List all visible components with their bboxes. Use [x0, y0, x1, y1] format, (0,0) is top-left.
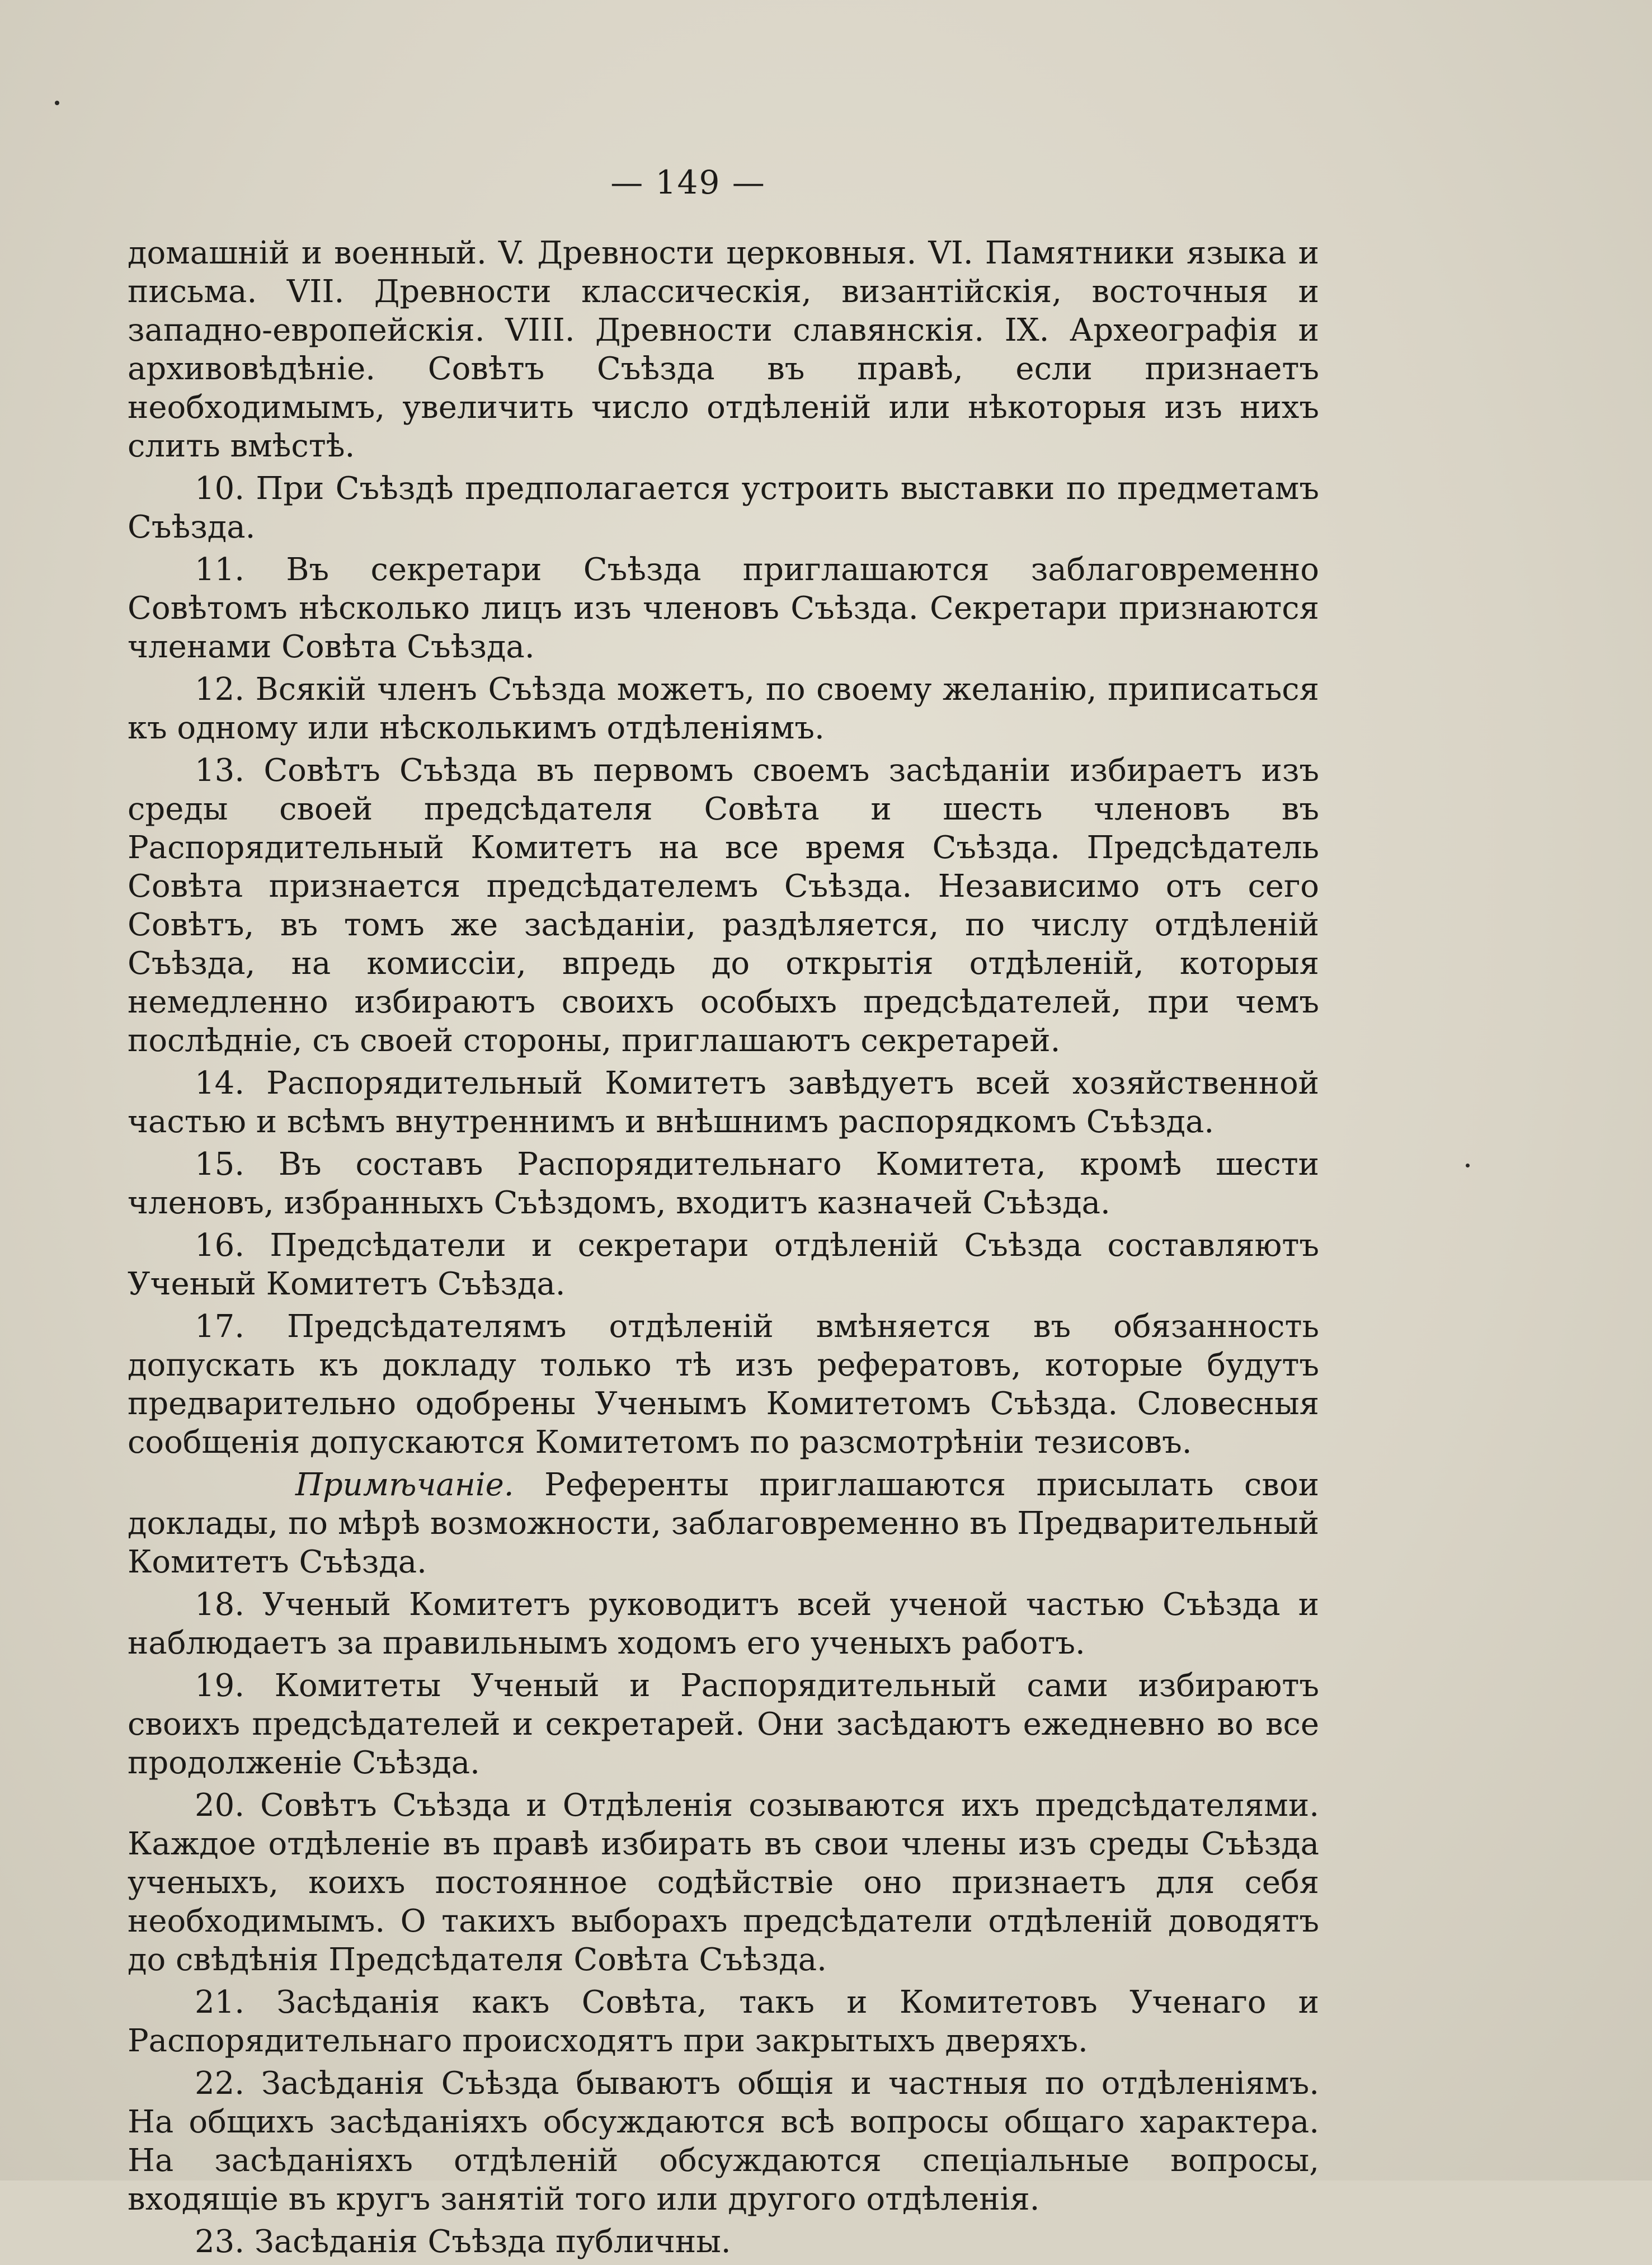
- article-21: 21. Засѣданія какъ Совѣта, такъ и Комитетовъ Ученаго и Распорядительнаго происходятъ при закрытыхъ дверяхъ.: [128, 1984, 1319, 2059]
- article-15: 15. Въ составъ Распорядительнаго Комитета, кромѣ шести членовъ, избранныхъ Съѣздомъ, входитъ казначей Съѣзда.: [128, 1146, 1319, 1221]
- article-11: 11. Въ секретари Съѣзда приглашаются заблаговременно Совѣтомъ нѣсколько лицъ изъ членовъ Съѣзда. Секретари признаются членами Совѣта Съѣзда.: [128, 552, 1319, 665]
- page-number: — 149 —: [610, 163, 766, 201]
- article-10: 10. При Съѣздѣ предполагается устроить выставки по предметамъ Съѣзда.: [128, 470, 1319, 545]
- paper-speck: [55, 101, 59, 105]
- article-20: 20. Совѣтъ Съѣзда и Отдѣленія созываются ихъ предсѣдателями. Каждое отдѣленіе въ правѣ избирать въ свои члены изъ среды Съѣзда ученыхъ, коихъ постоянное содѣйствіе оно признаетъ для себя необходимымъ. О такихъ выборахъ предсѣдатели отдѣленій доводятъ до свѣдѣнія Предсѣдателя Совѣта Съѣзда.: [128, 1787, 1319, 1978]
- article-18: 18. Ученый Комитетъ руководитъ всей ученой частью Съѣзда и наблюдаетъ за правильнымъ ходомъ его ученыхъ работъ.: [128, 1586, 1319, 1661]
- article-23: 23. Засѣданія Съѣзда публичны.: [195, 2224, 731, 2260]
- article-22: 22. Засѣданія Съѣзда бываютъ общія и частныя по отдѣленіямъ. На общихъ засѣданіяхъ обсуждаются всѣ вопросы общаго характера. На засѣданіяхъ отдѣленій обсуждаются спеціальные вопросы, входящіе въ кругъ занятій того или другого отдѣленія.: [128, 2065, 1319, 2217]
- note-text: Референты приглашаются присылать свои доклады, по мѣрѣ возможности, заблаговременно въ Предварительный Комитетъ Съѣзда.: [128, 1467, 1319, 1580]
- article-14: 14. Распорядительный Комитетъ завѣдуетъ всей хозяйственной частью и всѣмъ внутреннимъ и внѣшнимъ распорядкомъ Съѣзда.: [128, 1065, 1319, 1140]
- article-16: 16. Предсѣдатели и секретари отдѣленій Съѣзда составляютъ Ученый Комитетъ Съѣзда.: [128, 1227, 1319, 1302]
- paragraph-continuation: домашній и военный. V. Древности церковныя. VI. Памятники языка и письма. VII. Древности классическія, византійскія, восточныя и западно-европейскія. VIII. Древности славянскія. IX. Археографія и архивовѣдѣніе. Совѣтъ Съѣзда въ правѣ, если признаетъ необходимымъ, увеличить число отдѣленій или нѣкоторыя изъ нихъ слить вмѣстѣ.: [128, 235, 1319, 464]
- body-text: [128, 234, 1319, 2265]
- paper-speck: [1466, 1164, 1470, 1167]
- note-label: Примѣчаніе.: [295, 1467, 514, 1503]
- note-paragraph: [128, 1466, 1319, 1581]
- article-13: 13. Совѣтъ Съѣзда въ первомъ своемъ засѣданіи избираетъ изъ среды своей предсѣдателя Совѣта и шесть членовъ въ Распорядительный Комитетъ на все время Съѣзда. Предсѣдатель Совѣта признается предсѣдателемъ Съѣзда. Независимо отъ сего Совѣтъ, въ томъ же засѣданіи, раздѣляется, по числу отдѣленій Съѣзда, на комиссіи, впредь до открытія отдѣленій, которыя немедленно избираютъ своихъ особыхъ предсѣдателей, при чемъ послѣдніе, съ своей стороны, приглашаютъ секретарей.: [128, 752, 1319, 1059]
- article-19: 19. Комитеты Ученый и Распорядительный сами избираютъ своихъ предсѣдателей и секретарей. Они засѣдаютъ ежедневно во все продолженіе Съѣзда.: [128, 1668, 1319, 1781]
- article-12: 12. Всякій членъ Съѣзда можетъ, по своему желанію, приписаться къ одному или нѣсколькимъ отдѣленіямъ.: [128, 671, 1319, 746]
- article-17: 17. Предсѣдателямъ отдѣленій вмѣняется въ обязанность допускать къ докладу только тѣ изъ рефератовъ, которые будутъ предварительно одобрены Ученымъ Комитетомъ Съѣзда. Словесныя сообщенія допускаются Комитетомъ по разсмотрѣніи тезисовъ.: [128, 1308, 1319, 1461]
